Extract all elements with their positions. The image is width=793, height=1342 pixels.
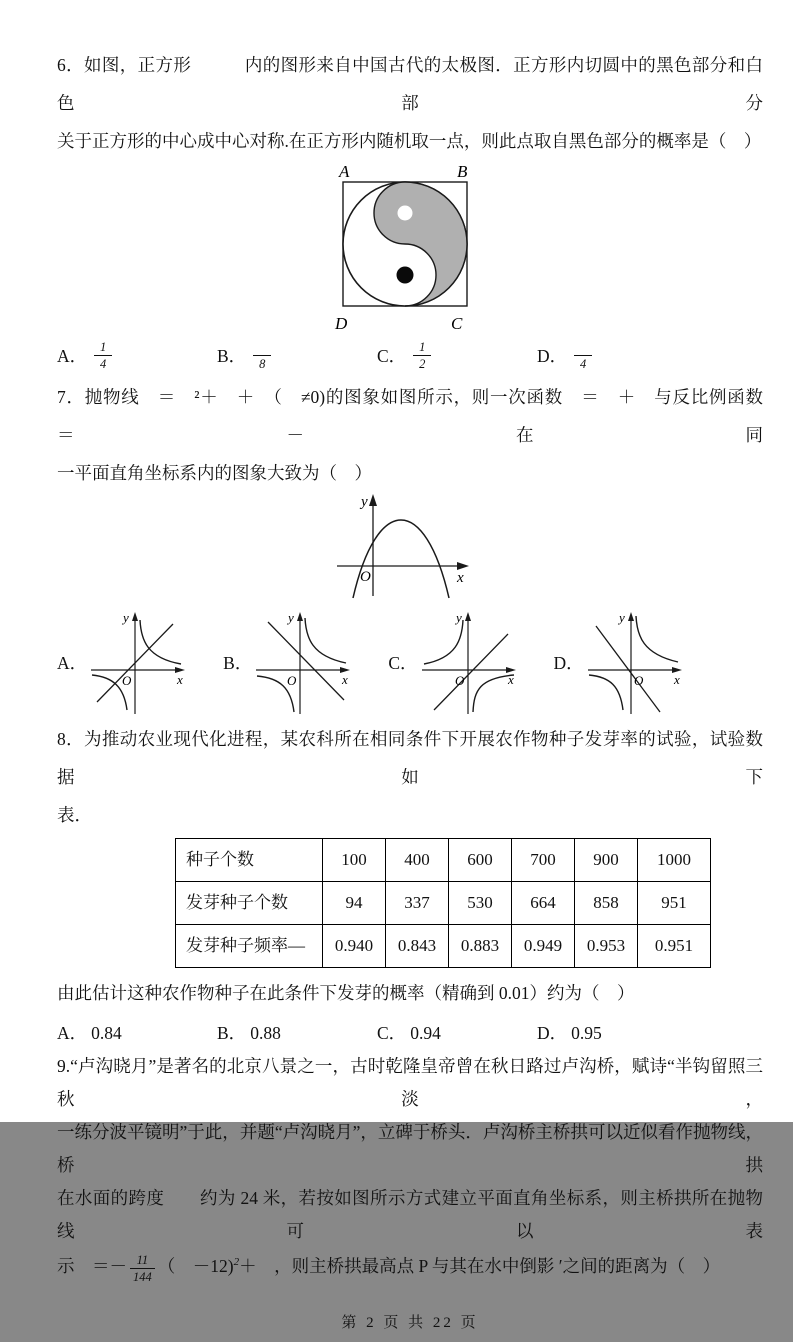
q6-option-b-fraction: 8	[253, 341, 271, 371]
table-cell: 900	[575, 839, 638, 882]
origin-label: O	[360, 569, 371, 585]
q6-option-b	[217, 337, 377, 375]
formula-post-text: ＋ ，则主桥拱最高点 P 与其在水中倒影 ′之间的距离为（ ）	[239, 1256, 721, 1276]
table-cell: 种子个数	[176, 839, 323, 882]
corner-label-d: D	[335, 314, 348, 333]
q8-option-b-value: 0.88	[250, 1023, 281, 1043]
question-7-line-2: 一平面直角坐标系内的图象大致为（ ）	[57, 463, 372, 483]
table-cell: 0.951	[638, 925, 711, 968]
q6-option-b-label: B．	[217, 346, 247, 366]
question-9-line-1: 9.“卢沟晓月”是著名的北京八景之一，古时乾隆皇帝曾在秋日路过卢沟桥，赋诗“半钩留照三秋淡，	[57, 1056, 763, 1109]
q8-option-b	[217, 1014, 377, 1052]
table-cell: 951	[638, 882, 711, 925]
question-8-conclusion-line: 由此估计这种农作物种子在此条件下发芽的概率（精确到 0.01）约为（ ）	[57, 983, 635, 1003]
q6-option-c	[377, 337, 537, 375]
q7-option-d	[554, 606, 686, 720]
q8-option-d-value: 0.95	[571, 1023, 602, 1043]
question-9-line-3: 在水面的跨度 约为 24 米，若按如图所示方式建立平面直角坐标系，则主桥拱所在抛物线可以表	[57, 1188, 763, 1241]
table-cell: 1000	[638, 839, 711, 882]
corner-label-b: B	[457, 162, 468, 181]
corner-label-a: A	[339, 162, 350, 181]
q8-option-c	[377, 1014, 537, 1052]
q7-option-b	[223, 606, 354, 720]
question-6-options	[57, 334, 763, 378]
y-axis-arrow	[628, 612, 634, 621]
question-9-formula-line	[57, 1248, 763, 1284]
y-axis-arrow	[132, 612, 138, 621]
origin-label: O	[454, 673, 464, 688]
q6-option-d-label: D．	[537, 346, 568, 366]
y-axis-arrow	[465, 612, 471, 621]
q7-option-c-graph	[420, 608, 520, 718]
question-9-line-2: 一练分波平镜明”于此，并题“卢沟晓月”，立碑于桥头．卢沟桥主桥拱可以近似看作抛物线，桥拱	[57, 1122, 763, 1175]
question-7-line-1: 7．抛物线 ＝ ²＋ ＋ （ ≠0)的图象如图所示，则一次函数 ＝ ＋ 与反比例函数 ＝－在同	[57, 387, 781, 445]
origin-label: O	[287, 673, 297, 688]
formula-mid-text: （ －12)	[157, 1256, 234, 1276]
table-cell: 发芽种子个数	[176, 882, 323, 925]
x-label: x	[177, 672, 183, 687]
y-label: y	[123, 610, 129, 625]
seed-germination-table	[175, 838, 711, 968]
table-row-germinated-count	[176, 882, 711, 925]
taiji-svg	[327, 164, 497, 332]
question-7-options	[57, 606, 763, 720]
y-axis-arrow	[369, 494, 377, 506]
table-cell: 0.883	[449, 925, 512, 968]
table-cell: 0.949	[512, 925, 575, 968]
taiji-black-dot	[397, 267, 414, 284]
q6-option-a	[57, 337, 217, 375]
q8-option-a	[57, 1014, 217, 1052]
table-cell: 94	[323, 882, 386, 925]
hyperbola-q1	[140, 620, 181, 664]
q6-option-d-fraction: 4	[574, 341, 592, 371]
page-number-footer: 第 2 页 共 22 页	[341, 1315, 479, 1331]
y-axis-arrow	[297, 612, 303, 621]
table-cell: 400	[386, 839, 449, 882]
table-cell: 700	[512, 839, 575, 882]
table-cell: 0.953	[575, 925, 638, 968]
linear-line	[596, 626, 660, 712]
q7-option-d-label: D．	[553, 653, 584, 673]
formula-exponent: 2	[233, 1256, 240, 1269]
table-cell: 858	[575, 882, 638, 925]
q7-option-c-label: C．	[388, 653, 418, 673]
q8-option-d-label: D．	[537, 1023, 568, 1043]
table-cell: 0.940	[323, 925, 386, 968]
q7-option-b-label: B．	[223, 653, 253, 673]
y-label: y	[288, 610, 295, 625]
table-cell: 530	[449, 882, 512, 925]
table-cell: 100	[323, 839, 386, 882]
table-cell: 337	[386, 882, 449, 925]
q7-option-a	[57, 606, 189, 720]
taiji-white-dot	[398, 206, 413, 221]
q6-option-d	[537, 337, 697, 375]
table-row-seed-count	[176, 839, 711, 882]
hyperbola-q3	[589, 675, 623, 710]
linear-line	[268, 622, 344, 700]
origin-label: O	[633, 673, 644, 688]
x-label: x	[507, 672, 514, 687]
hyperbola-q1	[636, 616, 678, 662]
question-6-line-1: 6．如图，正方形 内的图形来自中国古代的太极图．正方形内切圆中的黑色部分和白色部分	[57, 55, 763, 113]
y-label: y	[361, 494, 368, 510]
linear-line	[434, 634, 508, 710]
x-label: x	[342, 672, 349, 687]
taiji-figure	[327, 164, 763, 332]
table-cell: 0.843	[386, 925, 449, 968]
q8-option-b-label: B．	[217, 1023, 247, 1043]
question-8-line-1: 8．为推动农业现代化进程，某农科所在相同条件下开展农作物种子发芽率的试验，试验数据如下	[57, 729, 763, 787]
parabola-figure	[333, 492, 763, 598]
table-cell: 发芽种子频率—	[176, 925, 323, 968]
x-label: x	[673, 672, 680, 687]
q6-option-a-label: A．	[57, 346, 88, 366]
question-8-options	[57, 1014, 763, 1050]
parabola-curve	[353, 520, 449, 598]
y-label: y	[618, 610, 625, 625]
hyperbola-q2	[424, 620, 463, 664]
q7-option-a-label: A．	[57, 653, 88, 673]
x-axis-arrow	[457, 562, 469, 570]
formula-pre-text: 示 ＝－	[57, 1256, 127, 1276]
parabola-svg	[333, 492, 473, 598]
y-label: y	[455, 610, 462, 625]
q7-option-d-graph	[586, 608, 686, 718]
corner-label-c: C	[451, 314, 463, 333]
x-label: x	[457, 570, 464, 586]
q7-option-a-graph	[89, 608, 189, 718]
table-cell: 600	[449, 839, 512, 882]
q8-option-c-value: 0.94	[410, 1023, 441, 1043]
q7-option-b-graph	[254, 608, 354, 718]
q6-option-a-fraction: $\frac{1}{4}$	[94, 341, 112, 371]
table-cell: 664	[512, 882, 575, 925]
question-8-line-2: 表．	[57, 805, 92, 825]
q6-option-c-label: C．	[377, 346, 407, 366]
q8-option-c-label: C．	[377, 1023, 407, 1043]
origin-label: O	[122, 673, 132, 688]
q8-option-a-label: A．	[57, 1023, 88, 1043]
q6-option-c-fraction: $\frac{1}{2}$	[413, 341, 431, 371]
question-6-line-2: 关于正方形的中心成中心对称.在正方形内随机取一点，则此点取自黑色部分的概率是（ ）	[57, 131, 762, 151]
q8-option-d	[537, 1014, 697, 1052]
formula-fraction: $\frac{11}{144}$	[130, 1254, 155, 1284]
table-row-germination-frequency	[176, 925, 711, 968]
q7-option-c	[388, 606, 519, 720]
q8-option-a-value: 0.84	[91, 1023, 122, 1043]
hyperbola-q1	[305, 618, 346, 663]
